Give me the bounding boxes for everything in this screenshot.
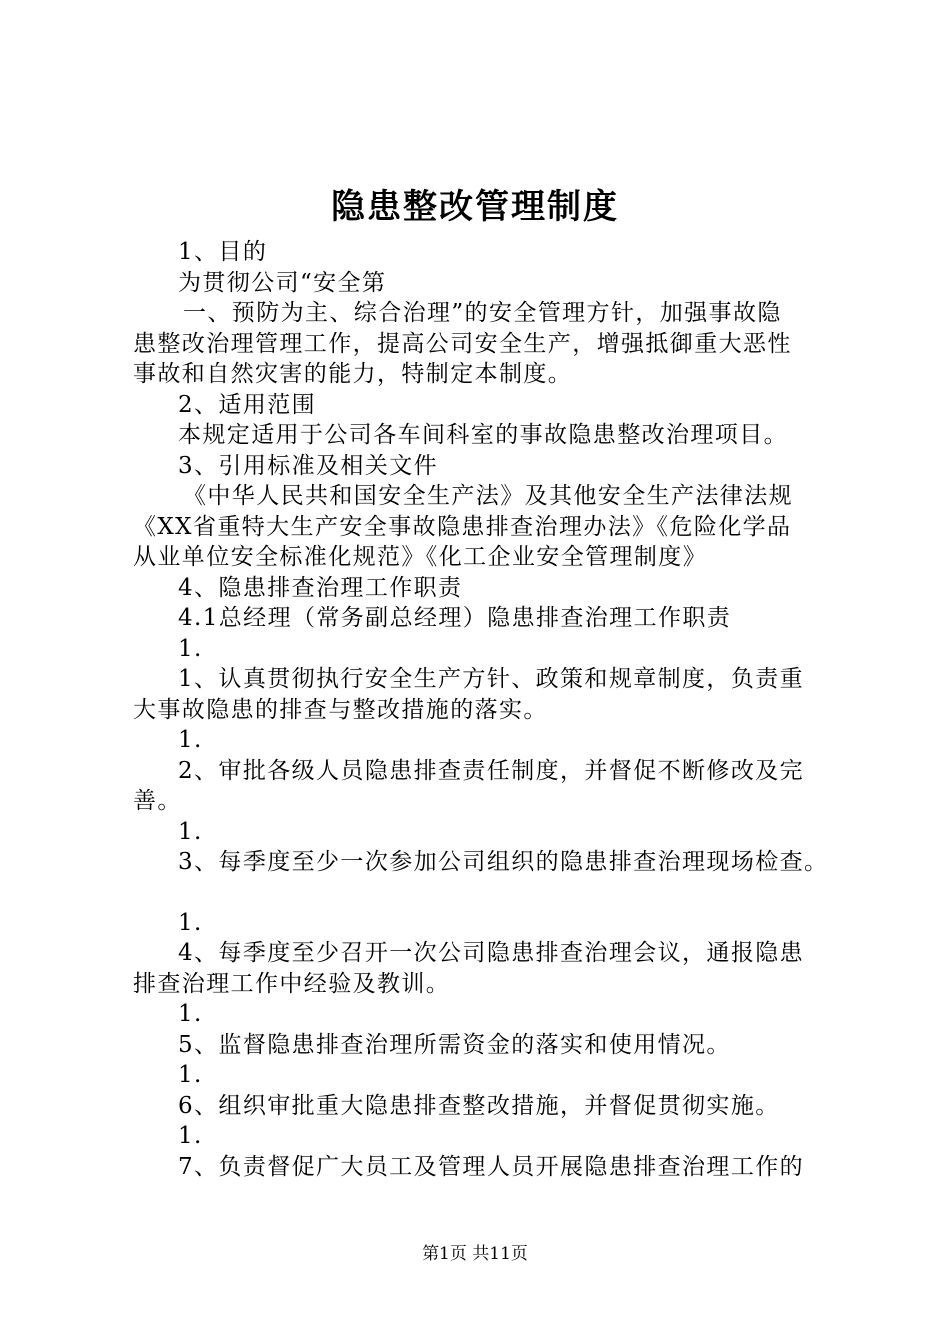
- paragraph-line: 患整改治理管理工作，提高公司安全生产，增强抵御重大恶性: [133, 330, 792, 357]
- list-item: 善。: [133, 788, 182, 814]
- list-item: 7、负责督促广大员工及管理人员开展隐患排查治理工作的: [178, 1153, 805, 1180]
- paragraph-line: 从业单位安全标准化规范》《化工企业安全管理制度》: [133, 544, 708, 570]
- list-number: 1.: [178, 818, 203, 845]
- list-item: 6、组织审批重大隐患排查整改措施，并督促贯彻实施。: [178, 1092, 780, 1119]
- section-heading: 3、引用标准及相关文件: [178, 452, 439, 479]
- list-item: 2、审批各级人员隐患排查责任制度，并督促不断修改及完: [178, 757, 805, 784]
- list-number: 1.: [178, 727, 203, 753]
- section-heading: 2、适用范围: [178, 391, 317, 418]
- paragraph-line: 一、预防为主、综合治理”的安全管理方针，加强事故隐: [183, 300, 782, 326]
- list-number: 1.: [178, 909, 203, 936]
- paragraph-line: 本规定适用于公司各车间科室的事故隐患整改治理项目。: [178, 422, 788, 448]
- paragraph-line: 为贯彻公司“安全第: [178, 269, 387, 296]
- paragraph-line: 《中华人民共和国安全生产法》及其他安全生产法律法规: [183, 483, 793, 509]
- paragraph-line: 《XX省重特大生产安全事故隐患排查治理办法》《危险化学品: [133, 513, 792, 540]
- list-item: 3、每季度至少一次参加公司组织的隐患排查治理现场检查。: [178, 849, 829, 875]
- list-item: 4、每季度至少召开一次公司隐患排查治理会议，通报隐患: [178, 940, 805, 966]
- list-number: 1.: [178, 1123, 203, 1149]
- page-footer: 第1页 共11页: [422, 1244, 528, 1264]
- section-heading: 1、目的: [178, 239, 268, 265]
- list-item: 排查治理工作中经验及教训。: [133, 970, 451, 997]
- list-item: 5、监督隐患排查治理所需资金的落实和使用情况。: [178, 1031, 731, 1058]
- document-body: [133, 237, 853, 1182]
- list-number: 1.: [178, 1001, 203, 1027]
- list-item: 大事故隐患的排查与整改措施的落实。: [133, 696, 548, 723]
- section-heading: 4、隐患排查治理工作职责: [178, 574, 463, 601]
- list-number: 1.: [178, 635, 203, 662]
- list-item: 1、认真贯彻执行安全生产方针、政策和规章制度，负责重: [178, 666, 805, 692]
- paragraph-line: 事故和自然灾害的能力，特制定本制度。: [133, 361, 573, 387]
- list-number: 1.: [178, 1062, 203, 1088]
- blank-line: [133, 878, 853, 908]
- page-title: 隐患整改管理制度: [331, 187, 619, 227]
- subsection-heading: 4.1总经理（常务副总经理）隐患排查治理工作职责: [178, 605, 732, 631]
